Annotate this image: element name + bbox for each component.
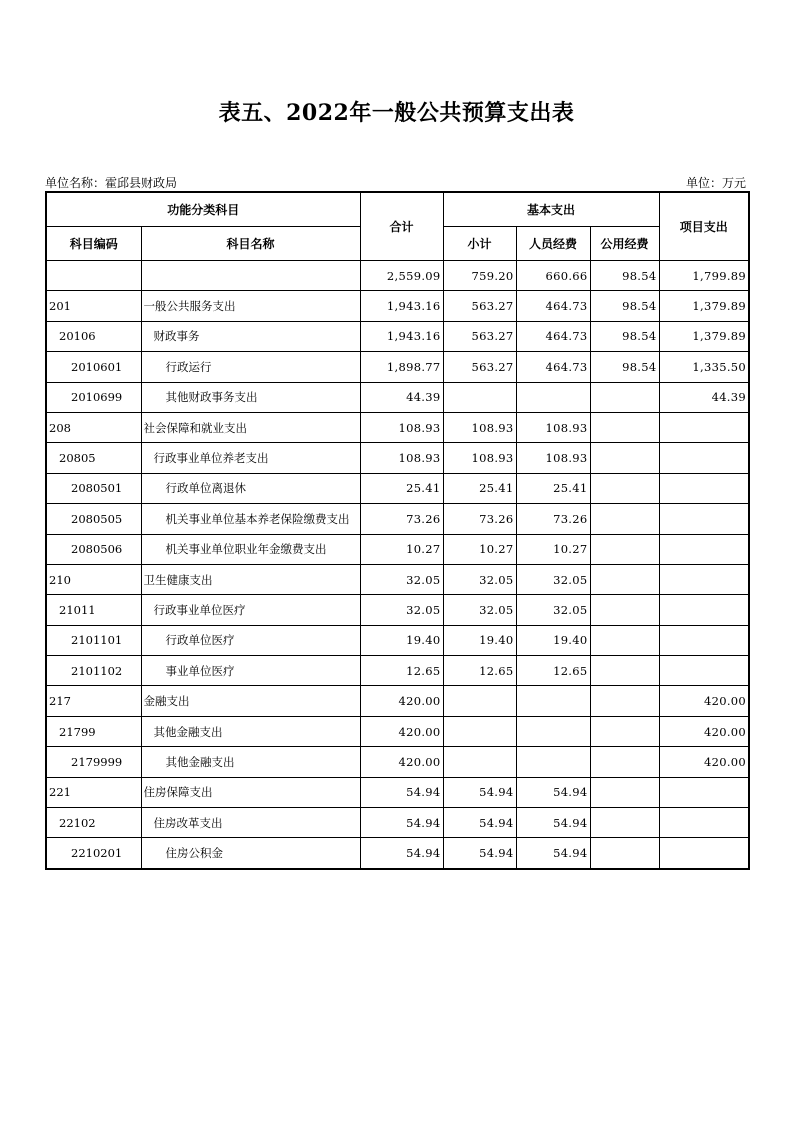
code-cell: 2010699 xyxy=(46,382,141,412)
table-row xyxy=(46,808,749,838)
table-row xyxy=(46,777,749,807)
total-name-cell xyxy=(141,261,360,291)
table-row xyxy=(46,838,749,869)
public-cell xyxy=(590,686,659,716)
subtotal-cell xyxy=(443,686,516,716)
unit-name: 单位名称：霍邱县财政局 xyxy=(45,176,178,190)
project-cell xyxy=(659,534,749,564)
total-personnel-cell: 660.66 xyxy=(516,261,590,291)
total-cell: 1,943.16 xyxy=(360,291,443,321)
page-title: 表五、2022年一般公共预算支出表 xyxy=(218,100,575,126)
total-cell: 73.26 xyxy=(360,504,443,534)
project-cell xyxy=(659,504,749,534)
header-subtotal: 小计 xyxy=(443,227,516,261)
personnel-cell: 108.93 xyxy=(516,412,590,442)
table-row xyxy=(46,382,749,412)
name-cell: 行政单位医疗 xyxy=(141,625,360,655)
code-cell: 2210201 xyxy=(46,838,141,869)
header-code: 科目编码 xyxy=(46,227,141,261)
personnel-cell: 12.65 xyxy=(516,656,590,686)
header-personnel: 人员经费 xyxy=(516,227,590,261)
name-cell: 其他金融支出 xyxy=(141,747,360,777)
subtotal-cell: 108.93 xyxy=(443,443,516,473)
name-cell: 行政运行 xyxy=(141,352,360,382)
code-cell: 21011 xyxy=(46,595,141,625)
project-cell: 420.00 xyxy=(659,747,749,777)
header-name: 科目名称 xyxy=(141,227,360,261)
personnel-cell xyxy=(516,686,590,716)
name-cell: 其他财政事务支出 xyxy=(141,382,360,412)
subtotal-cell: 108.93 xyxy=(443,412,516,442)
personnel-cell xyxy=(516,716,590,746)
table-row xyxy=(46,473,749,503)
subtotal-cell: 563.27 xyxy=(443,291,516,321)
header-project: 项目支出 xyxy=(659,192,749,261)
public-cell xyxy=(590,382,659,412)
subtotal-cell xyxy=(443,716,516,746)
personnel-cell: 108.93 xyxy=(516,443,590,473)
table-row xyxy=(46,625,749,655)
public-cell: 98.54 xyxy=(590,291,659,321)
total-cell: 10.27 xyxy=(360,534,443,564)
project-cell xyxy=(659,656,749,686)
personnel-cell: 464.73 xyxy=(516,321,590,351)
personnel-cell: 54.94 xyxy=(516,777,590,807)
subtotal-cell: 54.94 xyxy=(443,808,516,838)
total-cell: 420.00 xyxy=(360,747,443,777)
code-cell: 21799 xyxy=(46,716,141,746)
total-cell: 2,559.09 xyxy=(360,261,443,291)
total-cell: 32.05 xyxy=(360,595,443,625)
project-cell: 1,379.89 xyxy=(659,291,749,321)
public-cell xyxy=(590,625,659,655)
public-cell xyxy=(590,534,659,564)
subtotal-cell: 32.05 xyxy=(443,595,516,625)
total-cell: 108.93 xyxy=(360,412,443,442)
public-cell xyxy=(590,716,659,746)
project-cell: 420.00 xyxy=(659,686,749,716)
personnel-cell xyxy=(516,747,590,777)
project-cell xyxy=(659,808,749,838)
name-cell: 机关事业单位职业年金缴费支出 xyxy=(141,534,360,564)
personnel-cell: 54.94 xyxy=(516,838,590,869)
name-cell: 金融支出 xyxy=(141,686,360,716)
name-cell: 住房公积金 xyxy=(141,838,360,869)
subtotal-cell: 563.27 xyxy=(443,321,516,351)
subtotal-cell xyxy=(443,382,516,412)
subtotal-cell: 25.41 xyxy=(443,473,516,503)
total-project-cell: 1,799.89 xyxy=(659,261,749,291)
code-cell: 210 xyxy=(46,564,141,594)
project-cell: 420.00 xyxy=(659,716,749,746)
total-cell: 108.93 xyxy=(360,443,443,473)
table-row xyxy=(46,321,749,351)
code-cell: 22102 xyxy=(46,808,141,838)
total-cell: 54.94 xyxy=(360,777,443,807)
unit-label: 单位：万元 xyxy=(685,176,746,190)
public-cell xyxy=(590,777,659,807)
header-public: 公用经费 xyxy=(590,227,659,261)
table-row xyxy=(46,443,749,473)
table-row xyxy=(46,747,749,777)
header-functional: 功能分类科目 xyxy=(46,192,360,227)
code-cell: 2101101 xyxy=(46,625,141,655)
table-row xyxy=(46,352,749,382)
code-cell: 20106 xyxy=(46,321,141,351)
subtotal-cell: 12.65 xyxy=(443,656,516,686)
table-row xyxy=(46,564,749,594)
name-cell: 卫生健康支出 xyxy=(141,564,360,594)
total-cell: 25.41 xyxy=(360,473,443,503)
project-cell xyxy=(659,443,749,473)
code-cell: 2101102 xyxy=(46,656,141,686)
name-cell: 社会保障和就业支出 xyxy=(141,412,360,442)
personnel-cell xyxy=(516,382,590,412)
public-cell xyxy=(590,412,659,442)
table-row xyxy=(46,595,749,625)
personnel-cell: 19.40 xyxy=(516,625,590,655)
code-cell: 2010601 xyxy=(46,352,141,382)
total-public-cell: 98.54 xyxy=(590,261,659,291)
project-cell xyxy=(659,625,749,655)
subtotal-cell: 19.40 xyxy=(443,625,516,655)
personnel-cell: 54.94 xyxy=(516,808,590,838)
public-cell xyxy=(590,443,659,473)
name-cell: 行政单位离退休 xyxy=(141,473,360,503)
subtotal-cell: 54.94 xyxy=(443,838,516,869)
public-cell: 98.54 xyxy=(590,321,659,351)
code-cell: 2080506 xyxy=(46,534,141,564)
total-cell: 54.94 xyxy=(360,838,443,869)
table-row xyxy=(46,534,749,564)
public-cell xyxy=(590,504,659,534)
public-cell xyxy=(590,747,659,777)
header-total: 合计 xyxy=(360,192,443,261)
total-cell: 420.00 xyxy=(360,716,443,746)
total-cell: 32.05 xyxy=(360,564,443,594)
public-cell xyxy=(590,838,659,869)
public-cell xyxy=(590,473,659,503)
subtotal-cell xyxy=(443,747,516,777)
project-cell xyxy=(659,777,749,807)
table-row xyxy=(46,716,749,746)
project-cell: 1,335.50 xyxy=(659,352,749,382)
project-cell: 44.39 xyxy=(659,382,749,412)
budget-table xyxy=(45,191,750,870)
public-cell xyxy=(590,808,659,838)
project-cell xyxy=(659,595,749,625)
name-cell: 事业单位医疗 xyxy=(141,656,360,686)
name-cell: 财政事务 xyxy=(141,321,360,351)
table-row xyxy=(46,291,749,321)
subtotal-cell: 10.27 xyxy=(443,534,516,564)
total-cell: 44.39 xyxy=(360,382,443,412)
code-cell: 208 xyxy=(46,412,141,442)
public-cell xyxy=(590,656,659,686)
subtotal-cell: 32.05 xyxy=(443,564,516,594)
name-cell: 其他金融支出 xyxy=(141,716,360,746)
name-cell: 住房改革支出 xyxy=(141,808,360,838)
project-cell xyxy=(659,473,749,503)
personnel-cell: 32.05 xyxy=(516,595,590,625)
total-cell: 54.94 xyxy=(360,808,443,838)
code-cell: 2080505 xyxy=(46,504,141,534)
name-cell: 行政事业单位养老支出 xyxy=(141,443,360,473)
personnel-cell: 464.73 xyxy=(516,291,590,321)
total-cell: 1,943.16 xyxy=(360,321,443,351)
subtotal-cell: 563.27 xyxy=(443,352,516,382)
table-row xyxy=(46,656,749,686)
public-cell: 98.54 xyxy=(590,352,659,382)
name-cell: 住房保障支出 xyxy=(141,777,360,807)
total-cell: 1,898.77 xyxy=(360,352,443,382)
personnel-cell: 32.05 xyxy=(516,564,590,594)
personnel-cell: 10.27 xyxy=(516,534,590,564)
code-cell: 20805 xyxy=(46,443,141,473)
table-row xyxy=(46,412,749,442)
total-cell: 19.40 xyxy=(360,625,443,655)
table-row xyxy=(46,504,749,534)
table-row xyxy=(46,686,749,716)
code-cell: 217 xyxy=(46,686,141,716)
personnel-cell: 464.73 xyxy=(516,352,590,382)
project-cell xyxy=(659,838,749,869)
name-cell: 一般公共服务支出 xyxy=(141,291,360,321)
name-cell: 机关事业单位基本养老保险缴费支出 xyxy=(141,504,360,534)
subtotal-cell: 73.26 xyxy=(443,504,516,534)
total-cell: 12.65 xyxy=(360,656,443,686)
total-cell: 420.00 xyxy=(360,686,443,716)
personnel-cell: 25.41 xyxy=(516,473,590,503)
header-basic: 基本支出 xyxy=(443,192,659,227)
total-subtotal-cell: 759.20 xyxy=(443,261,516,291)
personnel-cell: 73.26 xyxy=(516,504,590,534)
public-cell xyxy=(590,564,659,594)
code-cell: 2179999 xyxy=(46,747,141,777)
code-cell: 2080501 xyxy=(46,473,141,503)
subtotal-cell: 54.94 xyxy=(443,777,516,807)
code-cell: 221 xyxy=(46,777,141,807)
name-cell: 行政事业单位医疗 xyxy=(141,595,360,625)
total-row xyxy=(46,261,749,291)
public-cell xyxy=(590,595,659,625)
total-code-cell xyxy=(46,261,141,291)
project-cell xyxy=(659,412,749,442)
code-cell: 201 xyxy=(46,291,141,321)
project-cell xyxy=(659,564,749,594)
project-cell: 1,379.89 xyxy=(659,321,749,351)
